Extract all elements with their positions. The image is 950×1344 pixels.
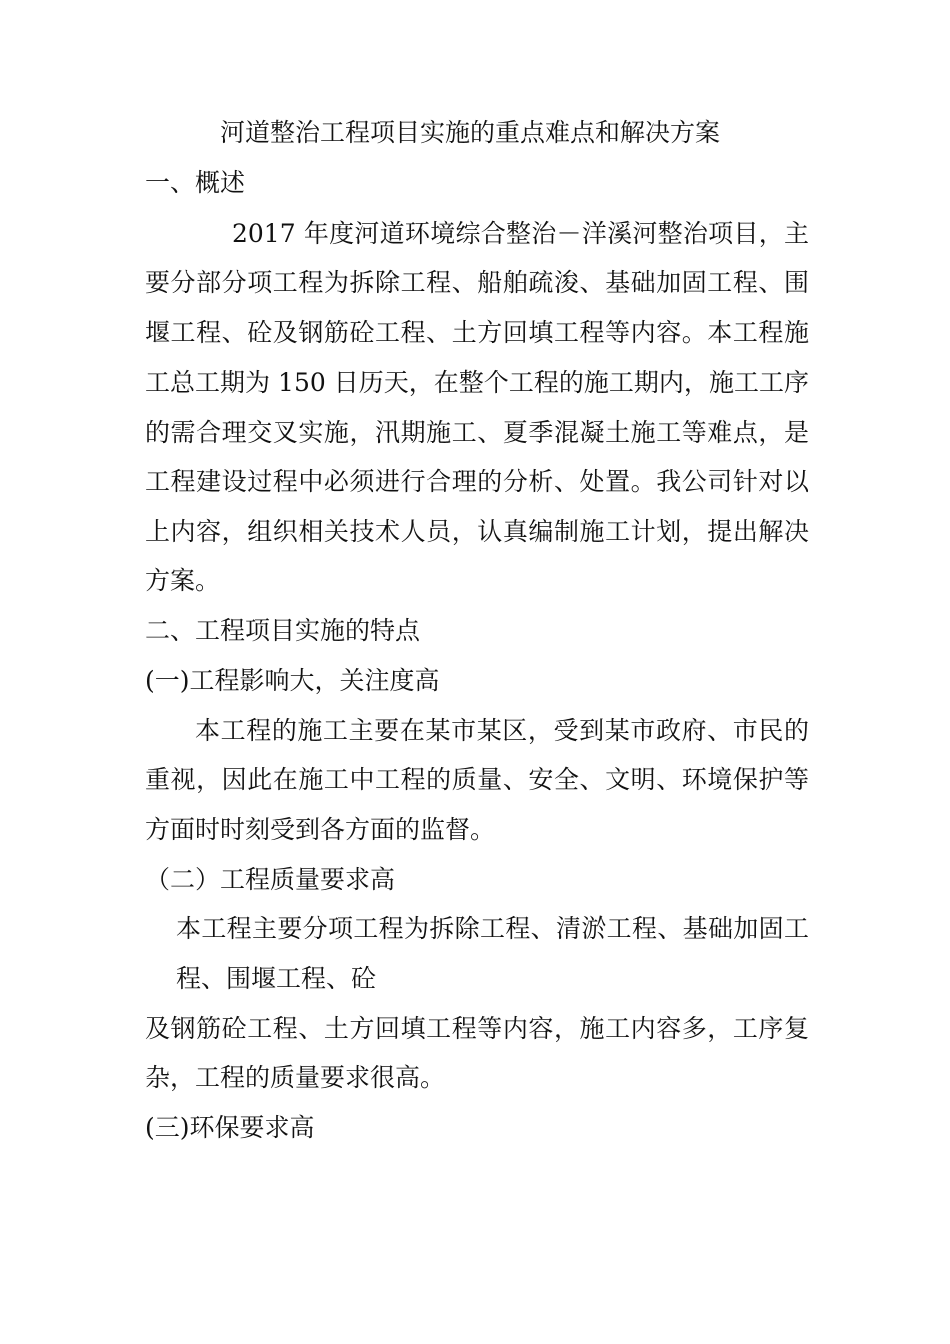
paragraph-line: 杂，工程的质量要求很高。 xyxy=(145,1063,446,1092)
paragraph-line: 2017 年度河道环境综合整治－洋溪河整治项目，主 xyxy=(232,219,809,248)
paragraph-line: 程、围堰工程、砼 xyxy=(176,964,377,993)
subsection-heading-influence: (一)工程影响大，关注度高 xyxy=(145,666,440,695)
subsection-heading-quality: （二）工程质量要求高 xyxy=(145,865,396,894)
paragraph-line: 重视，因此在施工中工程的质量、安全、文明、环境保护等 xyxy=(145,765,809,794)
section-heading-overview: 一、概述 xyxy=(145,168,246,197)
paragraph-line: 要分部分项工程为拆除工程、船舶疏浚、基础加固工程、围 xyxy=(145,268,809,297)
paragraph-line: 方面时时刻受到各方面的监督。 xyxy=(145,815,496,844)
paragraph-line: 本工程的施工主要在某市某区，受到某市政府、市民的 xyxy=(195,716,809,745)
paragraph-line: 工总工期为 150 日历天，在整个工程的施工期内，施工工序 xyxy=(145,368,809,397)
paragraph-line: 本工程主要分项工程为拆除工程、清淤工程、基础加固工 xyxy=(176,914,809,943)
document-title: 河道整治工程项目实施的重点难点和解决方案 xyxy=(220,118,721,147)
section-heading-features: 二、工程项目实施的特点 xyxy=(145,616,421,645)
paragraph-line: 上内容，组织相关技术人员，认真编制施工计划，提出解决 xyxy=(145,517,809,546)
paragraph-line: 工程建设过程中必须进行合理的分析、处置。我公司针对以 xyxy=(145,467,809,496)
subsection-heading-environment: (三)环保要求高 xyxy=(145,1113,315,1142)
paragraph-line: 及钢筋砼工程、土方回填工程等内容，施工内容多，工序复 xyxy=(145,1014,809,1043)
paragraph-line: 堰工程、砼及钢筋砼工程、土方回填工程等内容。本工程施 xyxy=(145,318,809,347)
paragraph-line: 方案。 xyxy=(145,566,221,595)
paragraph-line: 的需合理交叉实施，汛期施工、夏季混凝土施工等难点，是 xyxy=(145,418,809,447)
